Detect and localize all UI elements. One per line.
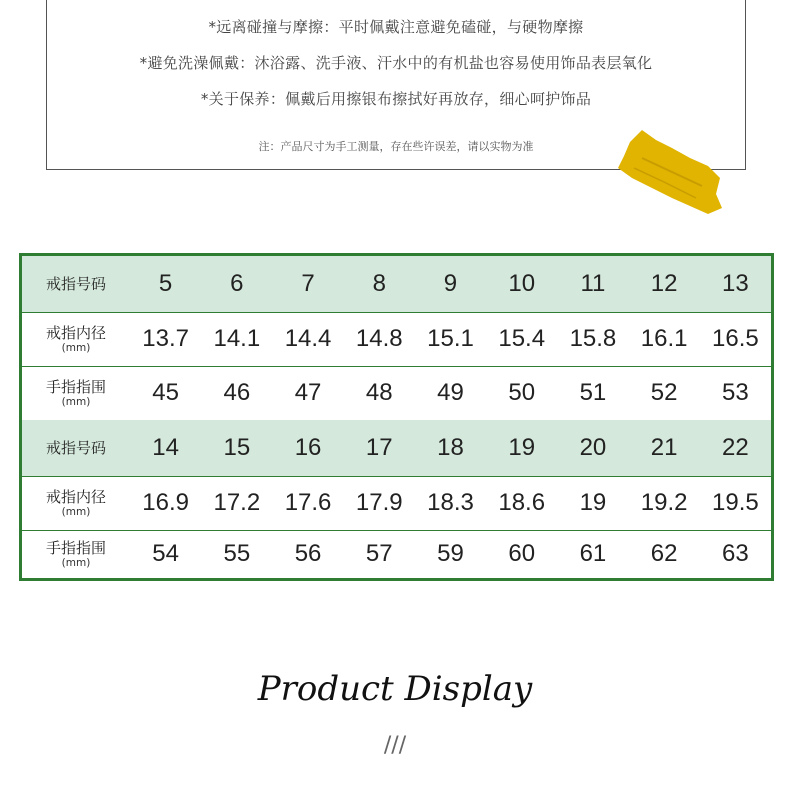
decorative-slashes <box>380 730 410 760</box>
row-label-unit: (mm) <box>61 505 91 518</box>
row-label <box>22 540 130 569</box>
table-cell: 50 <box>508 379 536 406</box>
table-cell: 15.4 <box>498 325 546 352</box>
yellow-tape-decoration <box>612 128 732 218</box>
table-cell: 10 <box>508 270 536 297</box>
row-label-unit: (mm) <box>61 556 91 569</box>
table-cell: 53 <box>722 379 749 406</box>
table-cell: 6 <box>230 270 244 297</box>
table-cell: 9 <box>443 270 458 297</box>
table-cell: 14 <box>152 434 179 461</box>
row-label-text: 手指指围 <box>45 538 106 557</box>
row-label <box>22 276 130 293</box>
table-cell: 57 <box>365 540 393 567</box>
table-cell: 18.6 <box>498 489 546 516</box>
table-cell: 22 <box>722 434 749 461</box>
row-label <box>22 379 130 408</box>
table-cell: 15.1 <box>427 325 474 352</box>
table-cell: 45 <box>152 379 179 406</box>
table-cell: 19 <box>579 489 607 516</box>
table-cell: 16.5 <box>712 325 759 352</box>
table-cell: 14.4 <box>284 325 332 352</box>
table-cell: 17.2 <box>213 489 261 516</box>
table-cell: 7 <box>301 270 315 297</box>
row-label-text: 手指指围 <box>45 377 106 396</box>
row-label-text: 戒指号码 <box>45 438 106 457</box>
table-cell: 59 <box>437 540 464 567</box>
measurement-note: 注：产品尺寸为手工测量，存在些许误差，请以实物为准 <box>258 140 534 153</box>
table-cell: 20 <box>579 434 607 461</box>
row-label <box>22 440 130 457</box>
table-row <box>22 312 771 367</box>
row-label <box>22 325 130 354</box>
table-cell: 19.2 <box>640 489 688 516</box>
table-cell: 17.9 <box>355 489 403 516</box>
row-label-text: 戒指内径 <box>45 323 106 342</box>
table-row <box>22 530 771 578</box>
table-cell: 52 <box>650 379 678 406</box>
table-cell: 19 <box>508 434 536 461</box>
table-cell: 55 <box>223 540 251 567</box>
table-cell: 17.6 <box>284 489 332 516</box>
table-cell: 17 <box>365 434 393 461</box>
table-cell: 15.8 <box>569 325 617 352</box>
table-cell: 48 <box>365 379 393 406</box>
table-cell: 54 <box>152 540 179 567</box>
table-cell: 18.3 <box>427 489 474 516</box>
table-cell: 16.1 <box>640 325 688 352</box>
table-row <box>22 476 771 531</box>
table-cell: 18 <box>437 434 464 461</box>
row-label-unit: (mm) <box>61 341 91 354</box>
table-cell: 46 <box>223 379 251 406</box>
table-row <box>22 366 771 422</box>
table-cell: 56 <box>294 540 322 567</box>
row-label-text: 戒指内径 <box>45 487 106 506</box>
table-cell: 12 <box>650 270 678 297</box>
table-cell: 13.7 <box>142 325 189 352</box>
table-cell: 16.9 <box>142 489 189 516</box>
table-row <box>22 420 771 477</box>
table-cell: 21 <box>650 434 678 461</box>
table-cell: 60 <box>508 540 536 567</box>
care-line-bathing: *避免洗澡佩戴：沐浴露、洗手液、汗水中的有机盐也容易使用饰品表层氧化 <box>139 54 653 72</box>
table-cell: 62 <box>650 540 678 567</box>
table-cell: 51 <box>579 379 607 406</box>
row-label-unit: (mm) <box>61 395 91 408</box>
table-cell: 13 <box>722 270 749 297</box>
slashes-text: /// <box>383 733 407 758</box>
table-cell: 14.1 <box>213 325 261 352</box>
table-cell: 5 <box>158 270 173 297</box>
care-line-collision: *远离碰撞与摩擦：平时佩戴注意避免磕碰，与硬物摩擦 <box>208 18 584 36</box>
table-cell: 49 <box>437 379 464 406</box>
row-label-text: 戒指号码 <box>45 274 106 293</box>
table-cell: 16 <box>294 434 322 461</box>
table-cell: 14.8 <box>355 325 403 352</box>
table-cell: 61 <box>579 540 607 567</box>
table-cell: 15 <box>223 434 251 461</box>
product-display-text: Product Display <box>257 669 533 709</box>
row-label <box>22 489 130 518</box>
table-cell: 19.5 <box>712 489 759 516</box>
table-row <box>22 256 771 313</box>
care-line-maintenance: *关于保养：佩戴后用擦银布擦拭好再放存，细心呵护饰品 <box>200 90 592 108</box>
table-cell: 63 <box>722 540 749 567</box>
table-cell: 8 <box>372 270 386 297</box>
product-display-title <box>0 660 790 740</box>
ring-size-table <box>19 253 774 581</box>
table-cell: 11 <box>580 270 606 297</box>
table-cell: 47 <box>294 379 322 406</box>
